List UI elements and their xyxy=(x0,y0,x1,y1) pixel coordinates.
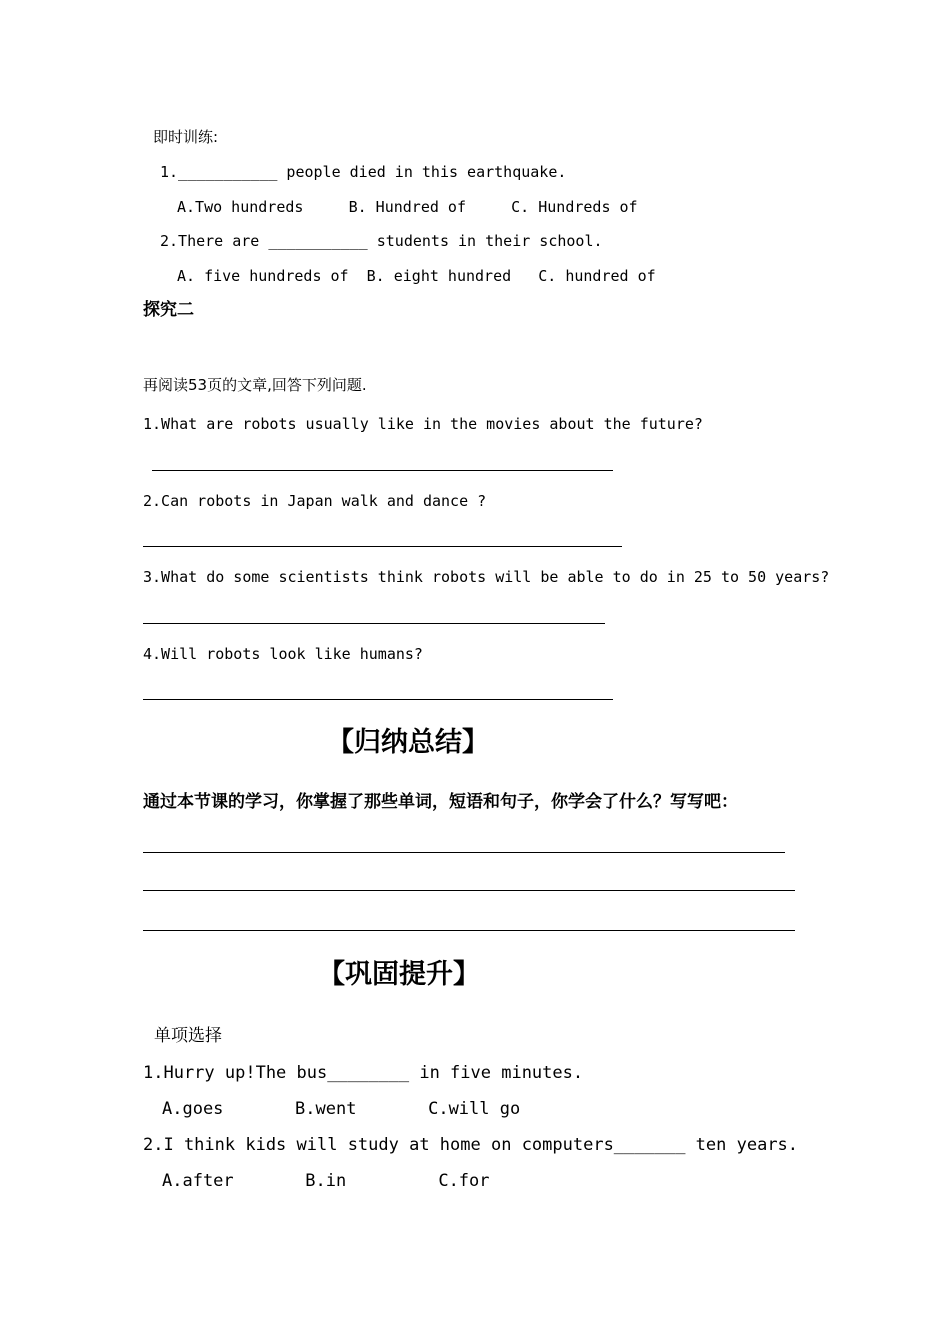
practice-heading: 即时训练: xyxy=(153,128,219,146)
explore-two-heading: 探究二 xyxy=(143,300,194,320)
choice-question-1: 1.Hurry up!The bus________ in five minutes. xyxy=(143,1063,584,1083)
choice-question-2: 2.I think kids will study at home on computers_______ ten years. xyxy=(143,1135,799,1155)
summary-line-1 xyxy=(143,852,785,853)
summary-line-3 xyxy=(143,930,795,931)
reading-question-1: 1.What are robots usually like in the movies about the future? xyxy=(143,415,703,433)
consolidation-title: 【巩固提升】 xyxy=(318,959,480,990)
summary-line-2 xyxy=(143,890,795,891)
reading-question-4: 4.Will robots look like humans? xyxy=(143,645,423,663)
choice-question-2-options: A.after B.in C.for xyxy=(162,1171,490,1191)
summary-prompt: 通过本节课的学习，你掌握了那些单词，短语和句子，你学会了什么？写写吧： xyxy=(143,792,738,812)
practice-question-1: 1.___________ people died in this earthquake. xyxy=(160,163,567,181)
reading-instruction: 再阅读53页的文章,回答下列问题. xyxy=(143,376,367,394)
answer-line-2 xyxy=(143,546,622,547)
reading-question-2: 2.Can robots in Japan walk and dance ? xyxy=(143,492,487,510)
practice-question-2: 2.There are ___________ students in their school. xyxy=(160,232,603,250)
answer-line-3 xyxy=(143,623,605,624)
single-choice-heading: 单项选择 xyxy=(154,1026,222,1046)
summary-title: 【归纳总结】 xyxy=(327,727,489,758)
answer-line-4 xyxy=(143,699,613,700)
practice-question-1-options: A.Two hundreds B. Hundred of C. Hundreds of xyxy=(177,198,638,216)
practice-question-2-options: A. five hundreds of B. eight hundred C. hundred of xyxy=(177,267,656,285)
answer-line-1 xyxy=(152,470,613,471)
choice-question-1-options: A.goes B.went C.will go xyxy=(162,1099,521,1119)
reading-question-3: 3.What do some scientists think robots will be able to do in 25 to 50 years? xyxy=(143,568,830,586)
